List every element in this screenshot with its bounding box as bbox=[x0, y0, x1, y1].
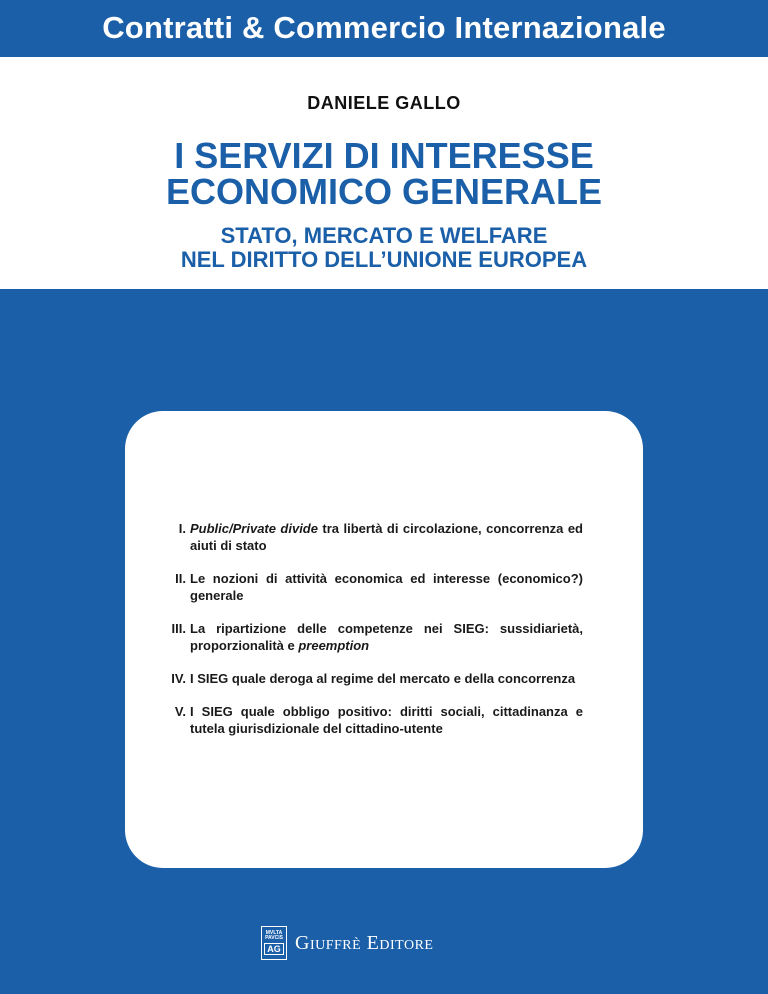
book-title-line-1: I SERVIZI DI INTERESSE bbox=[174, 135, 594, 176]
logo-motto bbox=[265, 931, 283, 941]
toc-text: I SIEG quale deroga al regime del mercato e della concorrenza bbox=[190, 671, 576, 686]
author-name: DANIELE GALLO bbox=[307, 93, 461, 113]
logo-motto-line-2: PAVCIS bbox=[265, 935, 283, 941]
toc-item bbox=[163, 703, 583, 737]
toc-text-italic: preemption bbox=[298, 638, 370, 653]
toc-number: II. bbox=[175, 571, 186, 586]
series-title: Contratti & Commercio Internazionale bbox=[102, 10, 666, 45]
toc-text: I SIEG quale obbligo positivo: diritti sociali, cittadinanza e tutela giurisdizionale del cittadino-utente bbox=[190, 704, 583, 736]
book-subtitle-line-1: STATO, MERCATO E WELFARE bbox=[220, 223, 548, 248]
toc-text: Le nozioni di attività economica ed interesse (economico?) generale bbox=[190, 571, 583, 603]
publisher bbox=[261, 923, 433, 963]
toc-item bbox=[163, 570, 583, 604]
book-title-line-2: ECONOMICO GENERALE bbox=[165, 171, 603, 212]
publisher-logo-icon bbox=[261, 926, 287, 960]
logo-motto-line-1: MVLTA bbox=[265, 930, 283, 936]
table-of-contents bbox=[163, 520, 583, 753]
book-subtitle bbox=[0, 224, 768, 272]
toc-text-italic: Public/Private divide bbox=[190, 521, 318, 536]
toc-number: V. bbox=[174, 704, 186, 719]
book-subtitle-line-2: NEL DIRITTO DELL’UNIONE EUROPEA bbox=[180, 247, 588, 272]
book-title bbox=[0, 135, 768, 212]
toc-number: III. bbox=[171, 621, 186, 636]
toc-number: I. bbox=[178, 521, 186, 536]
toc-text: La ripartizione delle competenze nei SIEG: sussidiarietà, proporzionalità e bbox=[190, 621, 583, 653]
toc-item bbox=[163, 520, 583, 554]
toc-number: IV. bbox=[171, 671, 186, 686]
toc-item bbox=[163, 670, 583, 687]
publisher-name: Giuffrè Editore bbox=[295, 931, 434, 954]
toc-item bbox=[163, 620, 583, 654]
series-band bbox=[0, 0, 768, 57]
toc-text-rest: tra libertà di circolazione, concorrenza ed aiuti di stato bbox=[190, 521, 584, 553]
logo-mark: AG bbox=[264, 943, 284, 955]
